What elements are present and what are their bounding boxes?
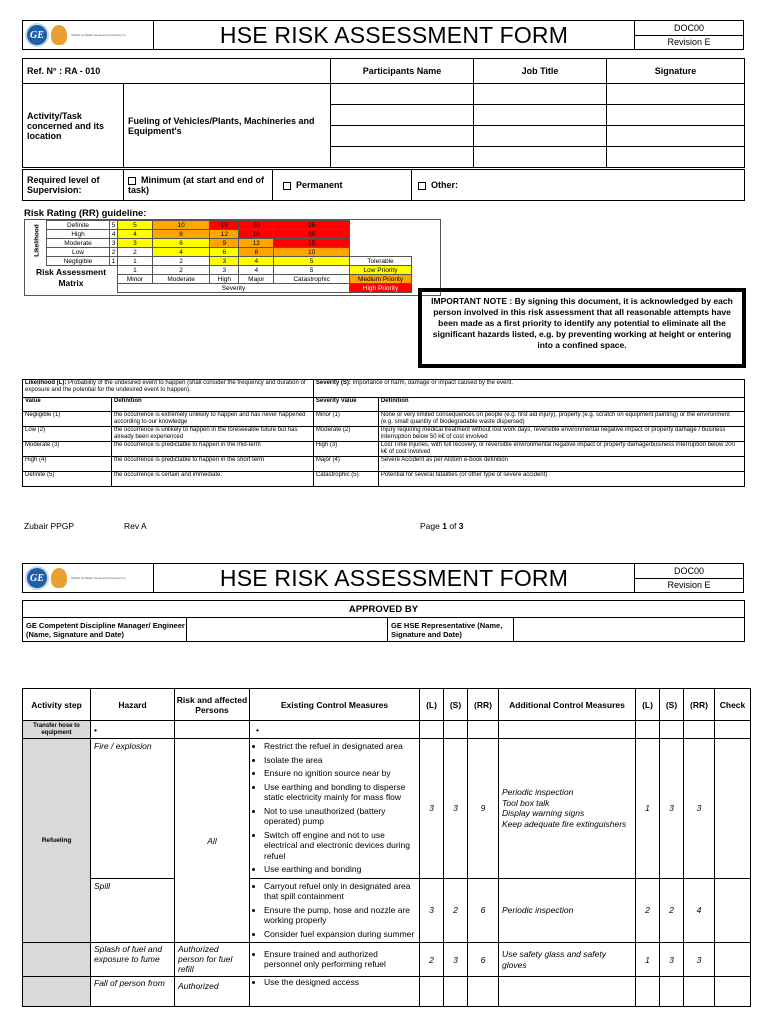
likelihood-number: 2: [110, 248, 118, 257]
matrix-cell: 10: [152, 221, 209, 230]
likelihood-number: 5: [110, 221, 118, 230]
control-item: • Ensure the pump, hose and nozzle are working properly: [264, 905, 417, 926]
matrix-label: Risk Assessment Matrix: [35, 267, 107, 288]
severity-label: Minor: [118, 275, 153, 284]
control-item: • Use earthing and bonding to disperse static electricity mainly for mass flow: [264, 782, 417, 803]
likelihood-definition: the occurrence is unlikely to happen in the foreseeable future but has already been experienced: [112, 427, 314, 442]
additional-controls: Periodic inspection Tool box talk Display warning signs Keep adequate fire extinguishers: [499, 739, 636, 879]
severity-value: Catastrophic (5): [313, 472, 378, 487]
signature-cell[interactable]: [607, 126, 745, 147]
col-controls: Existing Control Measures: [250, 689, 420, 721]
activity-label: Activity/Task concerned and its location: [23, 84, 124, 168]
hse-label: GE HSE Representative (Name, Signature and Date): [388, 618, 514, 642]
manager-signature-cell[interactable]: [187, 618, 388, 642]
activity-step: [23, 977, 91, 1007]
activity-step: Transfer hose to equipment: [23, 721, 91, 739]
matrix-cell: 2: [152, 257, 209, 266]
company-seal-icon: [51, 25, 67, 45]
matrix-cell: 4: [118, 230, 153, 239]
form-info-table: [22, 58, 745, 168]
check-cell[interactable]: [715, 977, 751, 1007]
col-activity: Activity step: [23, 689, 91, 721]
matrix-cell: 6: [210, 248, 239, 257]
col-hazard: Hazard: [91, 689, 175, 721]
job-title-cell[interactable]: [474, 147, 607, 168]
col-rr: (RR): [468, 689, 499, 721]
severity-value: High (3): [313, 442, 378, 457]
residual-severity: 2: [660, 878, 684, 943]
table-row: [23, 943, 751, 977]
likelihood-level: Definite: [47, 221, 110, 230]
persons-cell: All: [175, 739, 250, 943]
risk-rating: 9: [468, 739, 499, 879]
legend-tolerable: Tolerable: [350, 257, 412, 266]
approved-title: APPROVED BY: [23, 601, 745, 618]
risk-rating: 6: [468, 943, 499, 977]
controls-cell: •: [250, 721, 420, 739]
matrix-cell: 25: [274, 221, 350, 230]
likelihood-level: Low: [47, 248, 110, 257]
legend-high: High Priority: [350, 284, 412, 293]
likelihood-value: Moderate (3): [23, 442, 112, 457]
residual-risk-rating: 4: [684, 878, 715, 943]
severity-value: Major (4): [313, 457, 378, 472]
matrix-cell: 16: [239, 230, 274, 239]
option-permanent[interactable]: Permanent: [273, 170, 412, 201]
matrix-cell: 12: [210, 230, 239, 239]
matrix-cell: 20: [239, 221, 274, 230]
job-title-header: Job Title: [474, 59, 607, 84]
matrix-cell: 2: [118, 248, 153, 257]
ge-logo-icon: GE: [27, 25, 47, 45]
table-row: [23, 977, 751, 1007]
col-s2: (S): [660, 689, 684, 721]
option-minimum[interactable]: Minimum (at start and end of task): [124, 170, 273, 201]
revision: Revision E: [635, 35, 744, 50]
residual-likelihood: 1: [636, 739, 660, 879]
col-check: Check: [715, 689, 751, 721]
likelihood-axis: [30, 222, 44, 262]
checkbox-icon[interactable]: [418, 182, 426, 190]
matrix-row: [47, 239, 350, 248]
priority-legend: [349, 256, 412, 293]
likelihood-level: High: [47, 230, 110, 239]
doc-number: DOC00: [635, 564, 744, 579]
col-l: (L): [420, 689, 444, 721]
severity-score: 3: [444, 739, 468, 879]
check-cell[interactable]: [715, 878, 751, 943]
severity-label: Catastrophic: [274, 275, 350, 284]
col-persons: Risk and affected Persons: [175, 689, 250, 721]
company-seal-icon: [51, 568, 67, 588]
value-header: Value: [23, 398, 112, 412]
matrix-cell: 8: [239, 248, 274, 257]
important-note: IMPORTANT NOTE : By signing this document, it is acknowledged by each person involved in this risk assessment that all reasonable attempts have been made as a first priority to identify any potential to eliminate all the significant hazards listed, e.g. by preventing working at height or entering into a confined space.: [418, 288, 746, 368]
control-item: • Carryout refuel only in designated area that spill containment: [264, 881, 417, 902]
residual-severity: 3: [660, 739, 684, 879]
matrix-cell: 4: [152, 248, 209, 257]
hazard-cell: Splash of fuel and exposure to fume: [91, 943, 175, 977]
job-title-cell[interactable]: [474, 84, 607, 105]
likelihood-number: 1: [110, 257, 118, 266]
likelihood-value: High (4): [23, 457, 112, 472]
matrix-row: [47, 230, 350, 239]
additional-controls: Periodic inspection: [499, 878, 636, 943]
residual-risk-rating: 3: [684, 943, 715, 977]
table-row: [23, 739, 751, 879]
matrix-cell: 12: [239, 239, 274, 248]
control-item: • Consider fuel expansion during summer: [264, 929, 417, 940]
control-item: • Restrict the refuel in designated area: [264, 741, 417, 752]
hazard-cell: Fall of person from: [91, 977, 175, 1007]
likelihood-definition: the occurrence is extremely unlikely to happen and has never happened according to our knowledge: [112, 412, 314, 427]
matrix-cell: 6: [152, 239, 209, 248]
likelihood-description: Likelihood (L): Probability of the undesired event to happen (shall consider the frequency and duration of exposure and the potential for the undesired event to happen).: [23, 380, 314, 398]
residual-severity: 3: [660, 943, 684, 977]
manager-label: GE Competent Discipline Manager/ Engineer (Name, Signature and Date): [23, 618, 187, 642]
severity-number: 1: [118, 266, 153, 275]
matrix-cell: 3: [118, 239, 153, 248]
page-number: Page 1 of 3: [420, 521, 464, 531]
matrix-cell: 15: [274, 239, 350, 248]
control-item: • Switch off engine and not to use electrical and electronic devices during refuel: [264, 830, 417, 862]
hse-signature-cell[interactable]: [514, 618, 745, 642]
rr-title: Risk Rating (RR) guideline:: [24, 208, 147, 219]
persons-cell: [175, 721, 250, 739]
severity-value: Moderate (2): [313, 427, 378, 442]
matrix-cell: 20: [274, 230, 350, 239]
severity-number: 4: [239, 266, 274, 275]
logo-caption: Shaikh Al Sabah General Contracting Co.: [71, 33, 127, 37]
risk-assessment-table: [22, 688, 751, 1007]
likelihood-label: Likelihood: [33, 224, 41, 257]
participants-header: Participants Name: [331, 59, 474, 84]
supervision-table: [22, 169, 745, 201]
likelihood-value: Negligible (1): [23, 412, 112, 427]
approved-table: [22, 600, 745, 642]
participant-cell[interactable]: [331, 105, 474, 126]
col-l2: (L): [636, 689, 660, 721]
footer-author: Zubair PPGP: [24, 521, 75, 531]
col-rr2: (RR): [684, 689, 715, 721]
activity-step: [23, 943, 91, 977]
likelihood-level: Negligible: [47, 257, 110, 266]
reference-number: Ref. N° : RA - 010: [23, 59, 331, 84]
likelihood-definition: the occurrence is predictable to happen in the short term: [112, 457, 314, 472]
severity-label: Moderate: [152, 275, 209, 284]
persons-cell: Authorized: [175, 977, 250, 1007]
residual-likelihood: 2: [636, 878, 660, 943]
activity-step: Refueling: [23, 739, 91, 943]
form-title: HSE RISK ASSESSMENT FORM: [154, 564, 635, 593]
severity-value-header: Severity Value: [313, 398, 378, 412]
table-row: [23, 721, 751, 739]
legend-low: Low Priority: [350, 266, 412, 275]
control-item: • Not to use unauthorized (battery operated) pump: [264, 806, 417, 827]
matrix-row: [47, 221, 350, 230]
checkbox-icon[interactable]: [283, 182, 291, 190]
definition-header: Definition: [112, 398, 314, 412]
likelihood-value: Definite (5): [23, 472, 112, 487]
hazard-cell: Fire / explosion: [91, 739, 175, 879]
risk-rating: 6: [468, 878, 499, 943]
matrix-cell: 5: [274, 257, 350, 266]
residual-likelihood: 1: [636, 943, 660, 977]
controls-cell: [250, 977, 420, 1007]
matrix-cell: 3: [210, 257, 239, 266]
logo-cell: [23, 564, 154, 593]
participant-cell[interactable]: [331, 147, 474, 168]
revision: Revision E: [635, 578, 744, 593]
table-row: [23, 878, 751, 943]
likelihood-number: 3: [110, 239, 118, 248]
signature-header: Signature: [607, 59, 745, 84]
col-additional: Additional Control Measures: [499, 689, 636, 721]
hazard-cell: Spill: [91, 878, 175, 943]
severity-description: Severity (S): Importance of harm, damage or impact caused by the event.: [313, 380, 744, 398]
check-cell[interactable]: [715, 943, 751, 977]
signature-cell[interactable]: [607, 105, 745, 126]
control-item: • Use earthing and bonding: [264, 864, 417, 875]
matrix-cell: 1: [118, 257, 153, 266]
matrix-cell: 4: [239, 257, 274, 266]
control-item: • Ensure trained and authorized personnel only performing refuel: [264, 949, 417, 970]
signature-cell[interactable]: [607, 84, 745, 105]
participant-cell[interactable]: [331, 84, 474, 105]
likelihood-number: 4: [110, 230, 118, 239]
logo-cell: [23, 21, 154, 50]
logo-caption: Shaikh Al Sabah General Contracting Co.: [71, 576, 127, 580]
signature-cell[interactable]: [607, 147, 745, 168]
controls-cell: [250, 739, 420, 879]
severity-score: 3: [444, 943, 468, 977]
check-cell[interactable]: [715, 739, 751, 879]
likelihood-definition: the occurrence is certain and immediate.: [112, 472, 314, 487]
supervision-label: Required level of Supervision:: [23, 170, 124, 201]
likelihood-score: 3: [420, 739, 444, 879]
control-item: • Ensure no ignition source near by: [264, 768, 417, 779]
participant-cell[interactable]: [331, 126, 474, 147]
check-cell[interactable]: [715, 721, 751, 739]
additional-controls: Use safety glass and safety gloves: [499, 943, 636, 977]
matrix-row: [47, 257, 350, 266]
col-s: (S): [444, 689, 468, 721]
severity-score: 2: [444, 878, 468, 943]
severity-number: 5: [274, 266, 350, 275]
matrix-cell: 8: [152, 230, 209, 239]
severity-definition: Potential for several fatalities (or other type of severe accident): [378, 472, 744, 487]
definitions-table: [22, 379, 745, 487]
likelihood-definition: the occurrence is predictable to happen in the mid-term: [112, 442, 314, 457]
matrix-cell: 15: [210, 221, 239, 230]
doc-number: DOC00: [635, 21, 744, 36]
job-title-cell[interactable]: [474, 126, 607, 147]
matrix-cell: 5: [118, 221, 153, 230]
form-header-page-2: [22, 563, 744, 593]
severity-definition: Lost Time Injuries, with full recovery, or reversible environmental negative impact or property damage/business interruption below 200 k€ of cost involved: [378, 442, 744, 457]
control-item: • Use the designed access: [264, 977, 417, 988]
form-header: [22, 20, 744, 50]
matrix-cell: 9: [210, 239, 239, 248]
severity-number: 3: [210, 266, 239, 275]
footer-revision: Rev A: [124, 521, 147, 531]
severity-definition: Injury requiring medical treatment without lost work days, reversible environmental negative impact or property damage / business interruption below 50 k€ of cost involved: [378, 427, 744, 442]
likelihood-score: 3: [420, 878, 444, 943]
job-title-cell[interactable]: [474, 105, 607, 126]
activity-value: Fueling of Vehicles/Plants, Machineries and Equipment's: [124, 84, 331, 168]
control-item: • Isolate the area: [264, 755, 417, 766]
likelihood-level: Moderate: [47, 239, 110, 248]
form-title: HSE RISK ASSESSMENT FORM: [154, 21, 635, 50]
severity-definition: None or very limited consequences on people (e.g. first aid injury), property (e.g. scratch on equipment painting) or the environment (e.g. small quantity of biodegradable waste dispersed): [378, 412, 744, 427]
severity-definition-header: Definition: [378, 398, 744, 412]
ge-logo-icon: GE: [27, 568, 47, 588]
severity-axis-label: Severity: [118, 284, 350, 293]
persons-cell: Authorized person for fuel refill: [175, 943, 250, 977]
severity-definition: Severe Accident as per Alstom e-book definition: [378, 457, 744, 472]
likelihood-score: 2: [420, 943, 444, 977]
controls-cell: [250, 878, 420, 943]
legend-medium: Medium Priority: [350, 275, 412, 284]
matrix-row: [47, 248, 350, 257]
severity-number: 2: [152, 266, 209, 275]
matrix-cell: 10: [274, 248, 350, 257]
likelihood-value: Low (2): [23, 427, 112, 442]
hazard-cell: •: [91, 721, 175, 739]
checkbox-icon[interactable]: [128, 177, 136, 185]
severity-label: Major: [239, 275, 274, 284]
option-other[interactable]: Other:: [412, 170, 745, 201]
residual-risk-rating: 3: [684, 739, 715, 879]
severity-label: High: [210, 275, 239, 284]
controls-cell: [250, 943, 420, 977]
severity-value: Minor (1): [313, 412, 378, 427]
